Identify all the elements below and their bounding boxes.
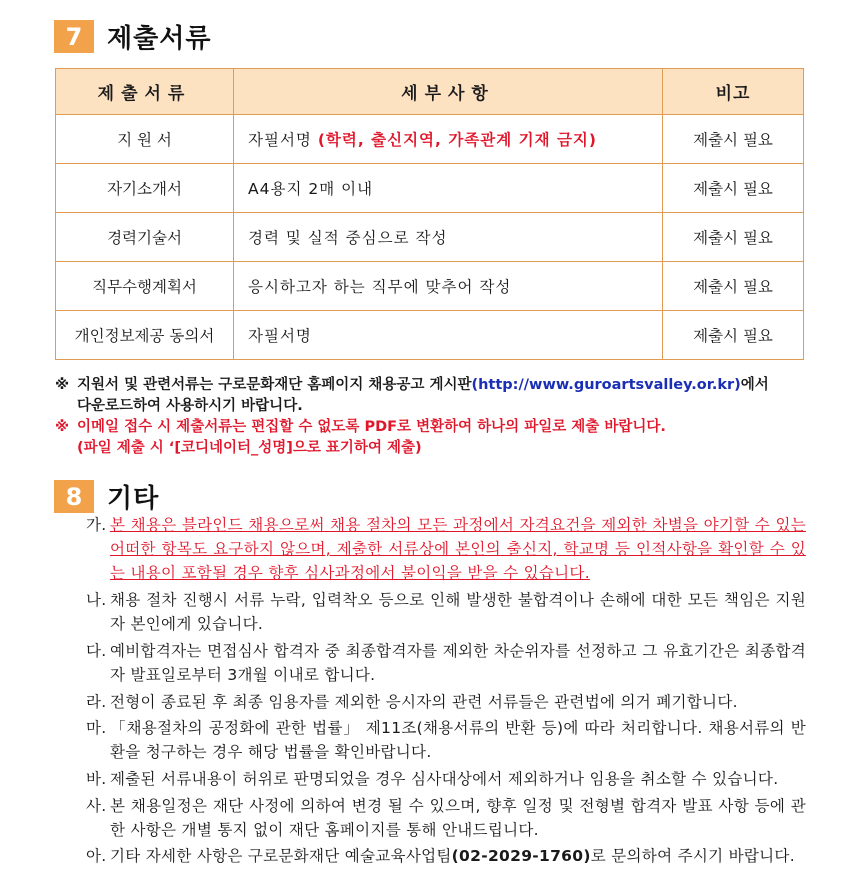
contact-suffix: 로 문의하여 주시기 바랍니다. — [590, 847, 795, 866]
doc-name: 경력기술서 — [56, 213, 234, 262]
doc-note: 제출시 필요 — [663, 311, 804, 360]
table-row — [56, 115, 804, 164]
note-email-text: 이메일 접수 시 제출서류는 편집할 수 없도록 PDF로 변환하여 하나의 파일로 제출 바랍니다. — [77, 419, 666, 435]
item-text — [110, 844, 806, 868]
contact-phone: (02-2029-1760) — [451, 847, 591, 866]
item-text: 예비합격자는 면접심사 합격자 중 최종합격자를 제외한 차순위자를 선정하고 그 유효기간은 최종합격자 발표일로부터 3개월 이내로 합니다. — [110, 641, 806, 684]
note-download-suffix: 에서 — [740, 377, 769, 393]
item-label: 가. — [86, 516, 107, 534]
section-7-header — [54, 18, 211, 55]
doc-name: 직무수행계획서 — [56, 262, 234, 311]
table-row — [56, 213, 804, 262]
documents-table — [55, 68, 804, 360]
contact-text: 기타 자세한 사항은 구로문화재단 예술교육사업팀 — [110, 847, 452, 866]
item-label: 라. — [86, 692, 107, 711]
doc-note: 제출시 필요 — [663, 262, 804, 311]
doc-note: 제출시 필요 — [663, 164, 804, 213]
list-item — [86, 690, 806, 714]
homepage-url: (http://www.guroartsvalley.or.kr) — [471, 377, 741, 393]
note-filename: (파일 제출 시 ‘[코디네이터_성명]으로 표기하여 제출) — [77, 440, 422, 456]
list-item — [86, 513, 806, 586]
header-details: 세부사항 — [234, 69, 663, 115]
table-row — [56, 164, 804, 213]
doc-detail: 응시하고자 하는 직무에 맞추어 작성 — [234, 262, 663, 311]
header-remarks: 비고 — [663, 69, 804, 115]
header-documents: 제출서류 — [56, 69, 234, 115]
item-text: 본 채용은 블라인드 채용으로써 채용 절차의 모든 과정에서 자격요건을 제외한 차별을 야기할 수 있는 어떠한 항목도 요구하지 않으며, 제출한 서류상에 본인의 출신지, 학교명 등 인적사항을 확인할 수 있는 내용이 포함될 경우 향후 심사과정에서 불이익을 받을 수 있습니다. — [110, 516, 806, 583]
doc-note: 제출시 필요 — [663, 213, 804, 262]
list-item — [86, 794, 806, 842]
section-8-title: 기타 — [107, 484, 160, 514]
note-mark: ※ — [55, 419, 70, 435]
doc-name: 지 원 서 — [56, 115, 234, 164]
table-row — [56, 262, 804, 311]
item-text: 채용 절차 진행시 서류 누락, 입력착오 등으로 인해 발생한 불합격이나 손해에 대한 모든 책임은 지원자 본인에게 있습니다. — [110, 591, 806, 634]
doc-name: 개인정보제공 동의서 — [56, 311, 234, 360]
list-item — [86, 588, 806, 636]
doc-detail — [234, 115, 663, 164]
item-label: 마. — [86, 719, 107, 738]
doc-detail: 경력 및 실적 중심으로 작성 — [234, 213, 663, 262]
note-mark: ※ — [55, 377, 70, 393]
list-item — [86, 716, 806, 764]
doc-detail-warning: (학력, 출신지역, 가족관계 기재 금지) — [317, 131, 597, 149]
item-label: 나. — [86, 591, 107, 609]
doc-detail: A4용지 2매 이내 — [234, 164, 663, 213]
etc-list — [86, 513, 806, 871]
section-7-title: 제출서류 — [107, 24, 212, 54]
note-download-text: 지원서 및 관련서류는 구로문화재단 홈페이지 채용공고 게시판 — [77, 377, 472, 393]
item-label: 바. — [86, 769, 107, 788]
doc-detail-text: 자필서명 — [248, 131, 318, 149]
item-text: 본 채용일정은 재단 사정에 의하여 변경 될 수 있으며, 향후 일정 및 전형별 합격자 발표 사항 등에 관한 사항은 개별 통지 없이 재단 홈페이지를 통해 안내드립니다. — [110, 796, 806, 839]
section-7-number: 7 — [54, 20, 94, 53]
table-row — [56, 311, 804, 360]
doc-detail: 자필서명 — [234, 311, 663, 360]
list-item — [86, 844, 806, 868]
doc-name: 자기소개서 — [56, 164, 234, 213]
note-email — [55, 417, 815, 438]
item-text: 제출된 서류내용이 허위로 판명되었을 경우 심사대상에서 제외하거나 임용을 취소할 수 있습니다. — [110, 769, 779, 788]
document-notes — [55, 375, 815, 459]
item-label: 아. — [86, 847, 107, 866]
item-text: 전형이 종료된 후 최종 임용자를 제외한 응시자의 관련 서류들은 관련법에 의거 폐기합니다. — [110, 692, 738, 711]
table-header-row — [56, 69, 804, 115]
item-label: 다. — [86, 641, 107, 660]
doc-note: 제출시 필요 — [663, 115, 804, 164]
item-text: 「채용절차의 공정화에 관한 법률」 제11조(채용서류의 반환 등)에 따라 처리합니다. 채용서류의 반환을 청구하는 경우 해당 법률을 확인바랍니다. — [110, 719, 806, 762]
list-item — [86, 639, 806, 687]
section-8-header — [54, 478, 159, 515]
note-download-cont: 다운로드하여 사용하시기 바랍니다. — [77, 398, 303, 414]
section-8-number: 8 — [54, 480, 94, 513]
item-label: 사. — [86, 796, 107, 815]
list-item — [86, 767, 806, 791]
note-download — [55, 375, 815, 396]
